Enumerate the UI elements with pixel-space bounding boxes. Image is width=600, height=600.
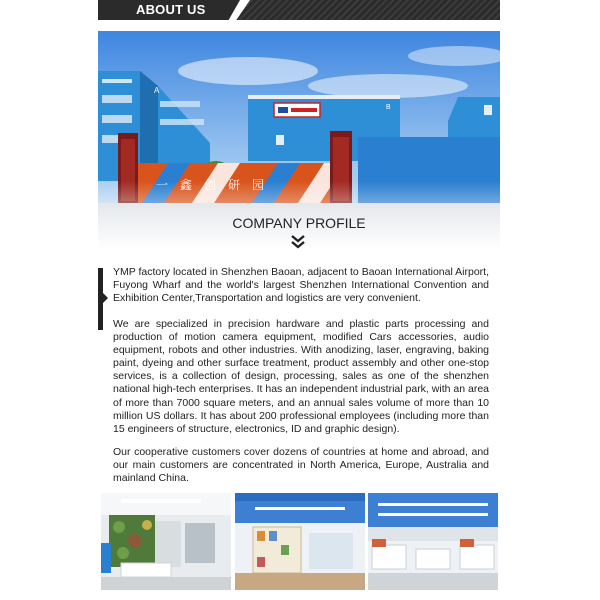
- building-a-label: A: [154, 86, 160, 95]
- double-chevron-down-icon: [290, 235, 306, 249]
- customers-paragraph: Our cooperative customers cover dozens of countries at home and abroad, and our main customers are concentrated in North America, Europe, Australia and mainland China.: [113, 446, 489, 485]
- side-arrow-icon: [103, 293, 108, 303]
- factory-photo: [98, 31, 500, 250]
- office-reception-photo: [101, 493, 231, 590]
- office-workspace-photo: [368, 493, 498, 590]
- section-title: ABOUT US: [136, 2, 206, 17]
- office-shelf-photo: [235, 493, 365, 590]
- services-paragraph: We are specialized in precision hardware and plastic parts processing and production of motion camera equipment, modified Cars accessories, audio equipment, robots and other industries. With anodizing, laser, engraving, baking paint, dyeing and other surface treatment, product assembly and other one-stop services, is a collection of design, processing, sales as one of the shenzhen national high-tech enterprises. It has an independent industrial park, with an area of more than 7000 square meters, and an annual sales volume of more than 10 million US dollars. It has about 200 professional employees (including more than 15 engineers of structure, electronics, ID and graphic design).: [113, 318, 489, 435]
- section-header: [98, 0, 500, 20]
- building-b-label: B: [386, 104, 391, 111]
- company-profile-title: COMPANY PROFILE: [232, 215, 366, 231]
- intro-paragraph: YMP factory located in Shenzhen Baoan, adjacent to Baoan International Airport, Fuyong Wharf and the world's largest Shenzhen International Convention and Exhibition Center,Transportation and logistics are very convenient.: [113, 266, 489, 305]
